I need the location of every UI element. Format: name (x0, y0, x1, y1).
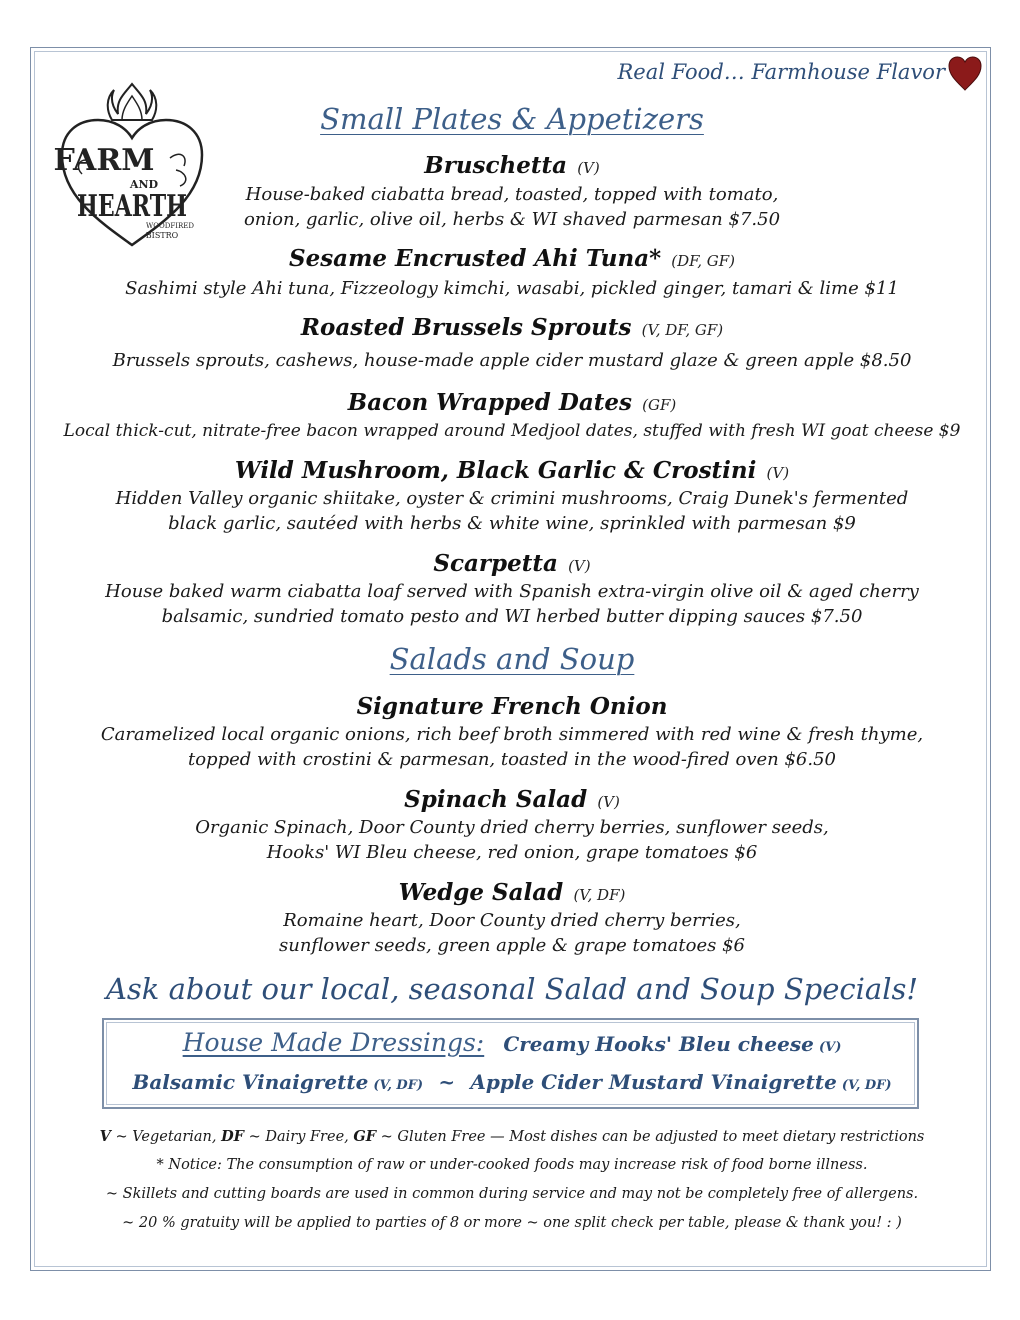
heart-icon (948, 56, 982, 92)
dish-name: Spinach Salad (404, 786, 588, 813)
legend-text: ~ Vegetarian, (110, 1129, 222, 1145)
dish-tags: (DF, GF) (671, 252, 736, 270)
dressings-line-2 (40, 1070, 984, 1094)
legend-text: ~ Dairy Free, (243, 1129, 354, 1145)
dish-bruschetta (40, 152, 984, 179)
legend-text: ~ Gluten Free — Most dishes can be adjusted to meet dietary restrictions (376, 1129, 925, 1145)
dish-desc: balsamic, sundried tomato pesto and WI herbed butter dipping sauces $7.50 (161, 606, 863, 627)
logo-farm-text: FARM (53, 143, 155, 178)
dish-desc: House-baked ciabatta bread, toasted, topped with tomato, (245, 184, 779, 205)
dressing-item: Creamy Hooks' Bleu cheese (503, 1032, 814, 1056)
dish-name: Wedge Salad (398, 879, 564, 906)
dish-tags: (V, DF) (573, 886, 626, 904)
dressings-heading: House Made Dressings: (182, 1028, 485, 1057)
dietary-legend (40, 1128, 984, 1145)
allergen-notice: ~ Skillets and cutting boards are used in common during service and may not be completely free of allergens. (105, 1186, 919, 1202)
dish-desc: Hidden Valley organic shiitake, oyster & crimini mushrooms, Craig Dunek's fermented (115, 488, 909, 509)
dish-ahi-tuna (40, 245, 984, 272)
dish-name: Signature French Onion (356, 693, 668, 720)
dish-bacon-wrapped-dates (40, 389, 984, 416)
dish-tags: (V) (766, 464, 790, 482)
dish-desc: onion, garlic, olive oil, herbs & WI shaved parmesan $7.50 (243, 209, 781, 230)
dish-desc: House baked warm ciabatta loaf served with Spanish extra-virgin olive oil & aged cherry (105, 581, 919, 602)
dressing-tags: (V) (818, 1040, 842, 1055)
dish-desc: Brussels sprouts, cashews, house-made apple cider mustard glaze & green apple $8.50 (112, 350, 912, 371)
section-title-appetizers: Small Plates & Appetizers (320, 102, 704, 136)
dish-desc: Organic Spinach, Door County dried cherry berries, sunflower seeds, (195, 817, 829, 838)
legend-key: DF (221, 1128, 244, 1145)
logo-bistro-text: BISTRO (145, 231, 179, 240)
legend-key: GF (353, 1128, 377, 1145)
tagline: Real Food… Farmhouse Flavor (617, 60, 945, 84)
dish-tags: (V) (577, 159, 600, 177)
dish-desc: Hooks' WI Bleu cheese, red onion, grape tomatoes $6 (266, 842, 758, 863)
dish-tags: (V) (568, 557, 591, 575)
section-title-salads: Salads and Soup (389, 642, 635, 676)
dish-name: Wild Mushroom, Black Garlic & Crostini (234, 457, 757, 484)
dish-tags: (GF) (642, 396, 677, 414)
raw-food-notice: * Notice: The consumption of raw or under-cooked foods may increase risk of food borne illness. (156, 1157, 868, 1173)
dish-tags: (V, DF, GF) (641, 321, 724, 339)
dressing-separator: ~ (438, 1070, 456, 1094)
dressing-tags: (V, DF) (373, 1078, 424, 1093)
logo-and-text: AND (129, 178, 159, 191)
dish-name: Roasted Brussels Sprouts (300, 314, 632, 341)
dish-desc: Romaine heart, Door County dried cherry berries, (283, 910, 741, 931)
dressing-item: Balsamic Vinaigrette (132, 1070, 369, 1094)
dish-name: Scarpetta (433, 550, 558, 577)
dish-tags: (V) (597, 793, 620, 811)
dressings-line-1 (40, 1028, 984, 1057)
logo-hearth-text: HEARTH (77, 189, 187, 224)
dish-desc: black garlic, sautéed with herbs & white wine, sprinkled with parmesan $9 (168, 513, 856, 534)
dressing-tags: (V, DF) (841, 1078, 892, 1093)
gratuity-notice: ~ 20 % gratuity will be applied to parties of 8 or more ~ one split check per table, please & thank you! : ) (122, 1215, 902, 1231)
dish-name: Sesame Encrusted Ahi Tuna* (288, 245, 662, 272)
dish-desc: Sashimi style Ahi tuna, Fizzeology kimchi, wasabi, pickled ginger, tamari & lime $11 (125, 278, 899, 299)
dish-desc: topped with crostini & parmesan, toasted in the wood-fired oven $6.50 (187, 749, 836, 770)
legend-key: V (99, 1128, 111, 1145)
dish-desc: sunflower seeds, green apple & grape tomatoes $6 (278, 935, 745, 956)
logo-woodfired-text: WOODFIRED (146, 222, 194, 230)
dish-spinach-salad (40, 786, 984, 813)
dish-wild-mushroom (40, 457, 984, 484)
dish-brussels-sprouts (40, 314, 984, 341)
dish-wedge-salad (40, 879, 984, 906)
dish-desc: Local thick-cut, nitrate-free bacon wrapped around Medjool dates, stuffed with fresh WI goat cheese $9 (63, 421, 961, 441)
dressing-item: Apple Cider Mustard Vinaigrette (470, 1070, 837, 1094)
dish-french-onion (40, 693, 984, 720)
dish-desc: Caramelized local organic onions, rich beef broth simmered with red wine & fresh thyme, (100, 724, 924, 745)
dish-name: Bruschetta (424, 152, 568, 179)
dish-scarpetta (40, 550, 984, 577)
dish-name: Bacon Wrapped Dates (347, 389, 632, 416)
specials-callout: Ask about our local, seasonal Salad and Soup Specials! (105, 972, 919, 1006)
